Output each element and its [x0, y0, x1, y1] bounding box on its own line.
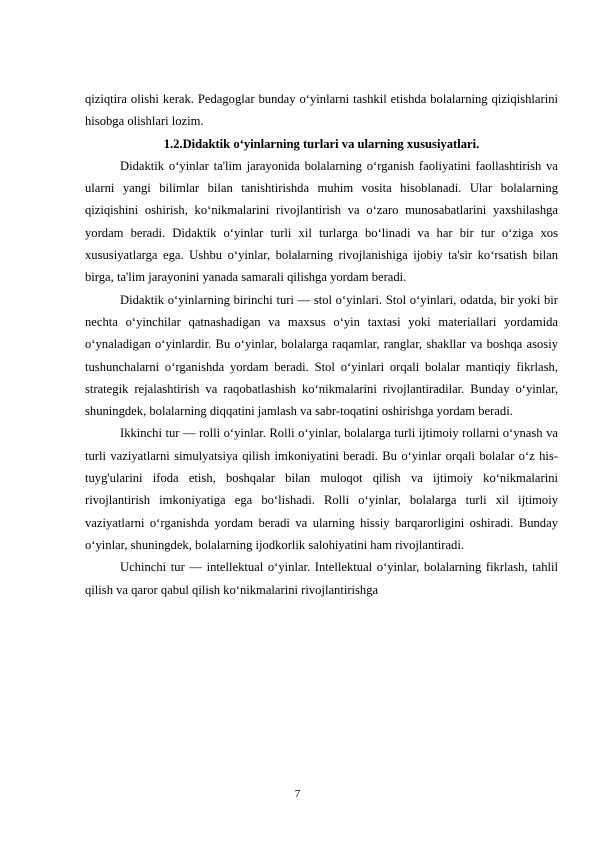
paragraph-continuation: qiziqtira olishi kerak. Pedagoglar bunday o‘yinlarni tashkil etishda bolalarning qiziqishlarini hisobga olishlari lozim.: [85, 92, 558, 129]
document-page: [85, 88, 558, 601]
section-heading: 1.2.Didaktik o‘yinlarning turlari va ularning xususiyatlari.: [163, 136, 480, 151]
page-number: 7: [294, 788, 301, 800]
paragraph-intellectual-games: Uchinchi tur — intellektual o‘yinlar. Intellektual o‘yinlar, bolalarning fikrlash, tahlil qilish va qaror qabul qilish ko‘nikmalarini rivojlantirishga: [85, 560, 558, 597]
paragraph-intro: Didaktik o‘yinlar ta'lim jarayonida bolalarning o‘rganish faoliyatini faollashtirish va ularni yangi bilimlar bilan tanishtirishda muhim vosita hisoblanadi. Ular bolalarning qiziqishini oshirish, ko‘nikmalarini rivojlantirish va o‘zaro munosabatlarini yaxshilashga yordam beradi. Didaktik o‘yinlar turli xil turlarga bo‘linadi va har bir tur o‘ziga xos xususiyatlarga ega. Ushbu o‘yinlar, bolalarning rivojlanishiga ijobiy ta'sir ko‘rsatish bilan birga, ta'lim jarayonini yanada samarali qilishga yordam beradi.: [85, 158, 558, 285]
paragraph-board-games: Didaktik o‘yinlarning birinchi turi — stol o‘yinlari. Stol o‘yinlari, odatda, bir yoki bir nechta o‘yinchilar qatnashadigan va maxsus o‘yin taxtasi yoki materiallari yordamida o‘ynaladigan o‘yinlardir. Bu o‘yinlar, bolalarga raqamlar, ranglar, shakllar va boshqa asosiy tushunchalarni o‘rganishda yordam beradi. Stol o‘yinlari orqali bolalar mantiqiy fikrlash, strategik rejalashtirish va raqobatlashish ko‘nikmalarini rivojlantiradilar. Bunday o‘yinlar, shuningdek, bolalarning diqqatini jamlash va sabr-toqatini oshirishga yordam beradi.: [85, 292, 558, 419]
paragraph-role-games: Ikkinchi tur — rolli o‘yinlar. Rolli o‘yinlar, bolalarga turli ijtimoiy rollarni o‘ynash va turli vaziyatlarni simulyatsiya qilish imkoniyatini beradi. Bu o‘yinlar orqali bolalar o‘z his-tuyg'ularini ifoda etish, boshqalar bilan muloqot qilish va ijtimoiy ko‘nikmalarini rivojlantirish imkoniyatiga ega bo‘lishadi. Rolli o‘yinlar, bolalarga turli xil ijtimoiy vaziyatlarni o‘rganishda yordam beradi va ularning hissiy barqarorligini oshiradi. Bunday o‘yinlar, shuningdek, bolalarning ijodkorlik salohiyatini ham rivojlantiradi.: [85, 426, 558, 552]
